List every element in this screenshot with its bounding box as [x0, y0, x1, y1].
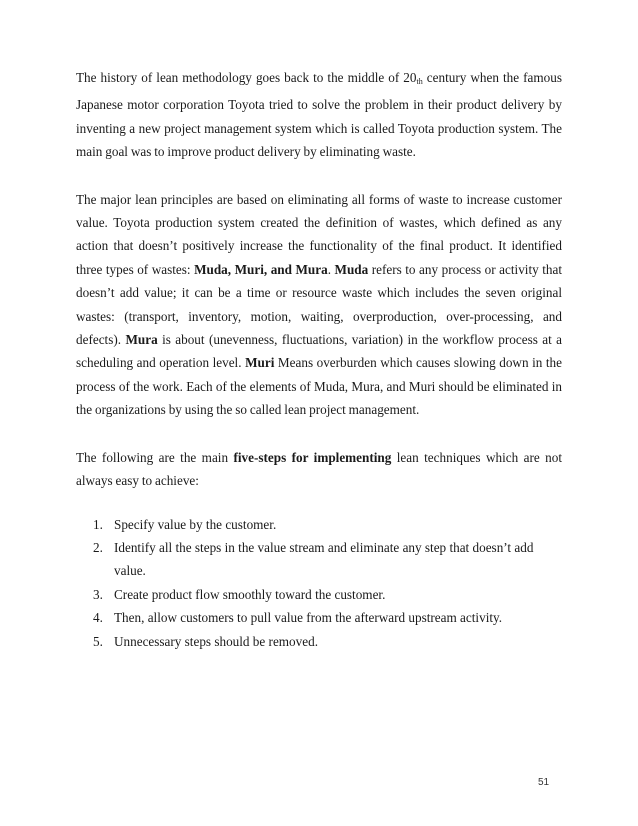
mura-bold: Mura	[125, 332, 158, 348]
list-item	[76, 583, 562, 606]
list-item-text: Identify all the steps in the value stream and eliminate any step that doesn’t add value.	[114, 539, 534, 579]
paragraph-principles	[76, 188, 562, 422]
steps-list	[76, 513, 562, 653]
muda-bold: Muda	[334, 261, 369, 277]
list-item-number: 2.	[93, 539, 103, 555]
list-item-number: 4.	[93, 610, 103, 626]
list-item-number: 5.	[93, 633, 103, 649]
paragraph-history-text-2: century when the famous Japanese motor corporation Toyota tried to solve the problem in their product delivery by inventing a new project management system which is called Toyota production system. The main goal was to improve product delivery by eliminating waste.	[76, 70, 562, 160]
list-item	[76, 536, 562, 583]
list-item	[76, 606, 562, 629]
paragraph-history	[76, 66, 562, 164]
five-steps-bold: five-steps for implementing	[233, 449, 392, 465]
page-number: 51	[538, 777, 550, 788]
paragraph-spacer	[76, 493, 562, 513]
list-item-text: Then, allow customers to pull value from the afterward upstream activity.	[114, 610, 503, 626]
principles-text-2: .	[327, 261, 335, 277]
principles-text-4: is about (unevenness, fluctuations, variation) in the workflow process at a scheduling and operation level.	[76, 332, 562, 371]
list-item-number: 3.	[93, 586, 103, 602]
paragraph-spacer	[76, 164, 562, 188]
wastes-types-bold: Muda, Muri, and Mura	[194, 261, 328, 277]
list-item	[76, 513, 562, 536]
steps-intro-text-1: The following are the main	[76, 449, 234, 465]
principles-text-5: Means overburden which causes slowing down in the process of the work. Each of the elements of Muda, Mura, and Muri should be eliminated in the organizations by using the so called lean project management.	[76, 355, 562, 418]
list-item-text: Create product flow smoothly toward the customer.	[114, 586, 386, 602]
principles-text-1: The major lean principles are based on eliminating all forms of waste to increase customer value. Toyota production system created the definition of wastes, which defined as any action that doesn’t positively increase the functionality of the final product. It identified three types of wastes:	[76, 191, 562, 277]
document-body	[76, 66, 562, 653]
principles-text-3: refers to any process or activity that doesn’t add value; it can be a time or resource waste which includes the seven original wastes: (transport, inventory, motion, waiting, overproduction, over-processing, and defects).	[76, 261, 562, 348]
list-item-number: 1.	[93, 516, 103, 532]
list-item-text: Unnecessary steps should be removed.	[114, 633, 318, 649]
list-item-text: Specify value by the customer.	[114, 516, 277, 532]
list-item	[76, 630, 562, 653]
paragraph-history-text-1: The history of lean methodology goes back to the middle of 20	[76, 70, 417, 85]
paragraph-spacer	[76, 422, 562, 446]
muri-bold: Muri	[245, 355, 275, 371]
paragraph-steps-intro	[76, 446, 562, 493]
ordinal-suffix: th	[416, 77, 423, 86]
steps-intro-text-2: lean techniques which are not always easy to achieve:	[76, 449, 562, 489]
